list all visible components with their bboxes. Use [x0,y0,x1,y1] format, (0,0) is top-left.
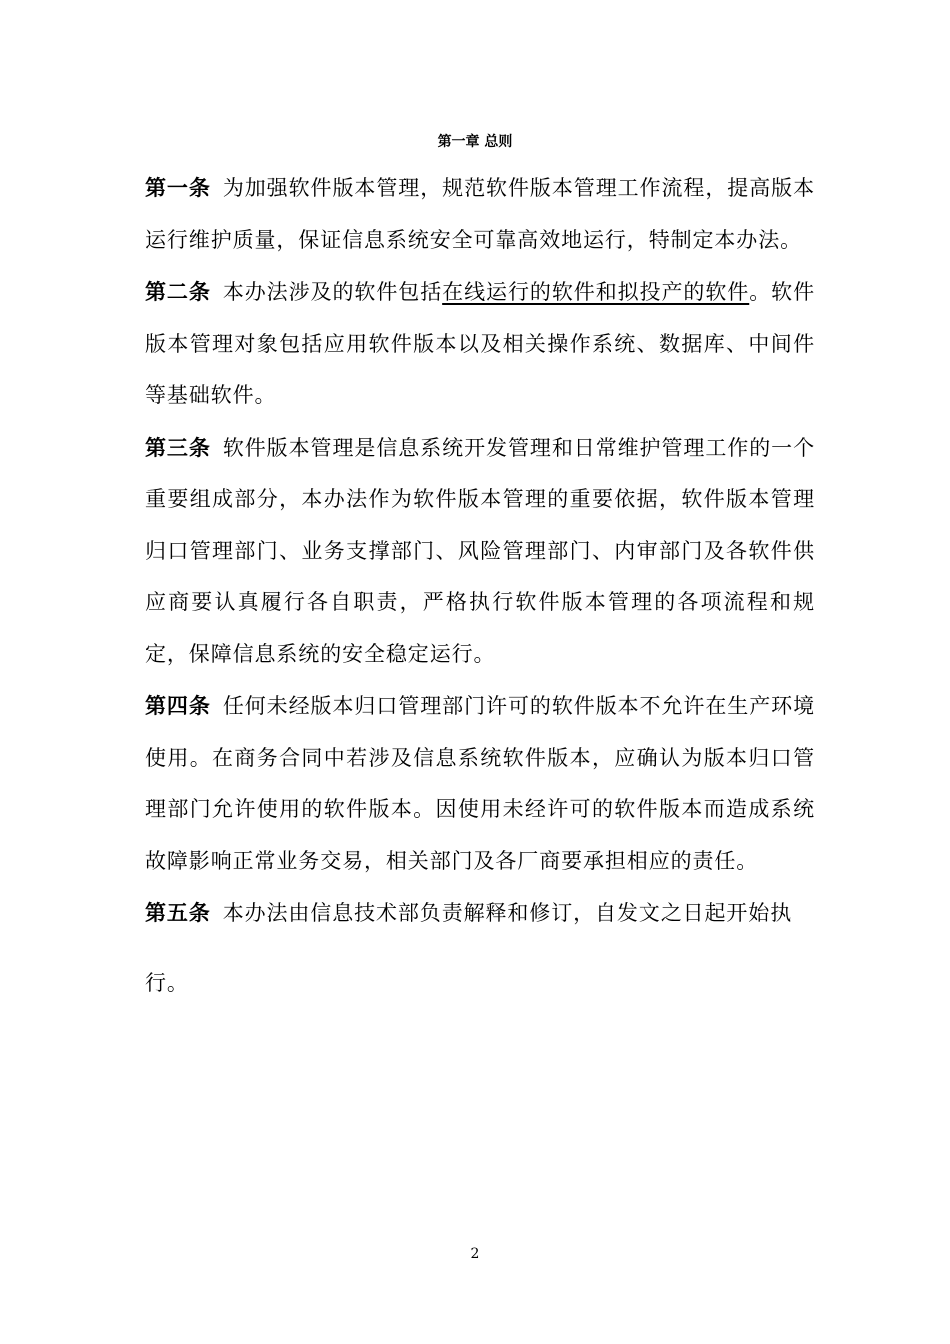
article-2 [145,266,815,422]
article-text: 本办法涉及的软件包括 [222,280,443,304]
document-body [145,162,815,1009]
article-number: 第五条 [145,900,211,925]
page-number: 2 [470,1246,480,1262]
article-text: 本办法由信息技术部负责解释和修订，自发文之日起开始执 [222,901,793,925]
article-text: 任何未经版本归口管理部门许可的软件版本不允许在生产环境使用。在商务合同中若涉及信息系统软件版本，应确认为版本归口管理部门允许使用的软件版本。因使用未经许可的软件版本而造成系统故障影响正常业务交易，相关部门及各厂商要承担相应的责任。 [145,694,815,873]
article-4 [145,680,815,887]
article-3 [145,422,815,681]
chapter-title: 第一章 总则 [437,134,513,150]
article-5 [145,887,815,940]
article-number: 第二条 [145,279,211,304]
article-number: 第四条 [145,693,211,718]
article-number: 第三条 [145,434,211,460]
article-5-last-line: 行。 [145,970,189,995]
underlined-text: 在线运行的软件和拟投产的软件 [442,280,750,304]
article-number: 第一条 [145,175,211,200]
article-text: 。软件版本管理对象包括应用软件版本以及相关操作系统、数据库、中间件等基础软件。 [145,280,816,407]
article-text: 为加强软件版本管理，规范软件版本管理工作流程，提高版本运行维护质量，保证信息系统安全可靠高效地运行，特制定本办法。 [145,176,815,252]
article-text: 软件版本管理是信息系统开发管理和日常维护管理工作的一个重要组成部分，本办法作为软件版本管理的重要依据，软件版本管理归口管理部门、业务支撑部门、风险管理部门、内审部门及各软件供应商要认真履行各自职责，严格执行软件版本管理的各项流程和规定，保障信息系统的安全稳定运行。 [145,435,815,666]
article-1 [145,162,815,266]
